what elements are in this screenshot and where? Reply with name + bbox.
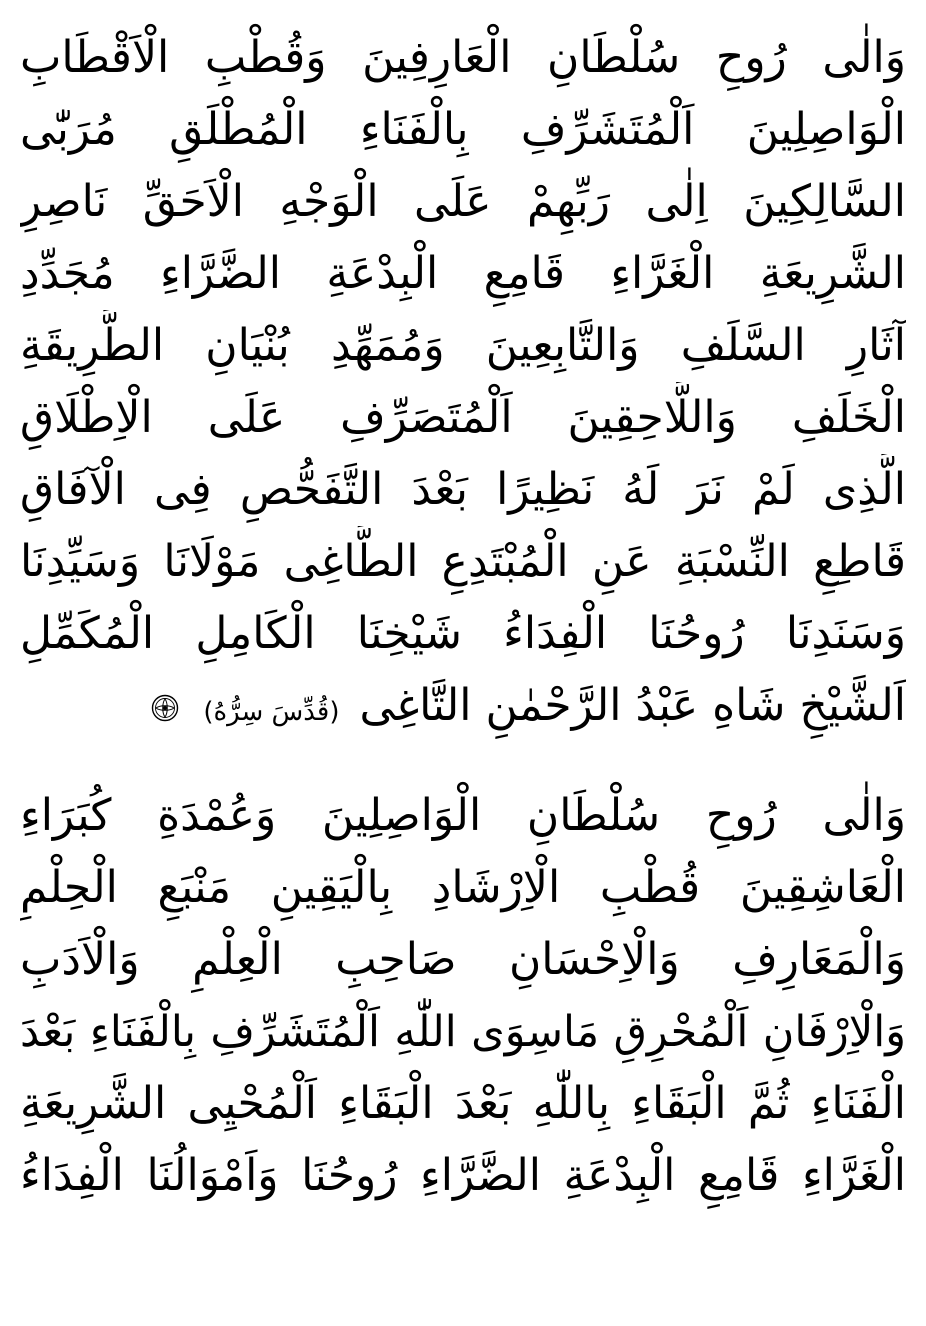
text-line: السَّالِكِينَ اِلٰى رَبِّهِمْ عَلَى الْوَجْهِ الْاَحَقِّ نَاصِرِ [20,176,906,227]
text-line: وَالٰى رُوحِ سُلْطَانِ الْعَارِفِينَ وَقُطْبِ الْاَقْطَابِ [20,32,906,83]
text-line: الَّذِى لَمْ نَرَ لَهُ نَظِيرًا بَعْدَ التَّفَحُّصِ فِى الْآفَاقِ [20,464,906,515]
text-line: آثَارِ السَّلَفِ وَالتَّابِعِينَ وَمُمَهِّدِ بُنْيَانِ الطَّرِيقَةِ [20,320,906,371]
rosette-icon [151,694,179,722]
stanza-2 [20,780,906,1212]
text-line: الْعَاشِقِينَ قُطْبِ الْاِرْشَادِ بِالْيَقِينِ مَنْبَعِ الْحِلْمِ [20,862,906,913]
closing-line [20,670,906,742]
closing-text: اَلشَّيْخِ شَاهِ عَبْدُ الرَّحْمٰنِ التَّاغِى [359,680,906,731]
text-line: الْفَنَاءِ ثُمَّ الْبَقَاءِ بِاللّٰهِ بَعْدَ الْبَقَاءِ اَلْمُحْيِى الشَّرِيعَةِ [20,1078,906,1129]
text-line: وَسَنَدِنَا رُوحُنَا الْفِدَاءُ شَيْخِنَا الْكَامِلِ الْمُكَمِّلِ [20,608,906,659]
text-line: الْخَلَفِ وَاللَّاحِقِينَ اَلْمُتَصَرِّفِ عَلَى الْاِطْلَاقِ [20,392,906,443]
text-line: الشَّرِيعَةِ الْغَرَّاءِ قَامِعِ الْبِدْعَةِ الضَّرَّاءِ مُجَدِّدِ [20,248,906,299]
text-line: وَالٰى رُوحِ سُلْطَانِ الْوَاصِلِينَ وَعُمْدَةِ كُبَرَاءِ [20,790,906,841]
text-line: وَالْاِرْفَانِ اَلْمُحْرِقِ مَاسِوَى اللّٰهِ اَلْمُتَشَرِّفِ بِالْفَنَاءِ بَعْدَ [20,1007,906,1057]
text-line: قَاطِعِ النِّسْبَةِ عَنِ الْمُبْتَدِعِ الطَّاغِى مَوْلَانَا وَسَيِّدِنَا [20,536,906,587]
honorific-text: (قُدِّسَ سِرُّهُ) [203,697,340,727]
text-line: الْغَرَّاءِ قَامِعِ الْبِدْعَةِ الضَّرَّاءِ رُوحُنَا وَاَمْوَالُنَا الْفِدَاءُ [20,1150,906,1201]
text-line: وَالْمَعَارِفِ وَالْاِحْسَانِ صَاحِبِ الْعِلْمِ وَالْاَدَبِ [20,934,906,985]
text-line: الْوَاصِلِينَ اَلْمُتَشَرِّفِ بِالْفَنَاءِ الْمُطْلَقِ مُرَبّٰى [20,104,906,155]
stanza-1 [20,22,906,742]
